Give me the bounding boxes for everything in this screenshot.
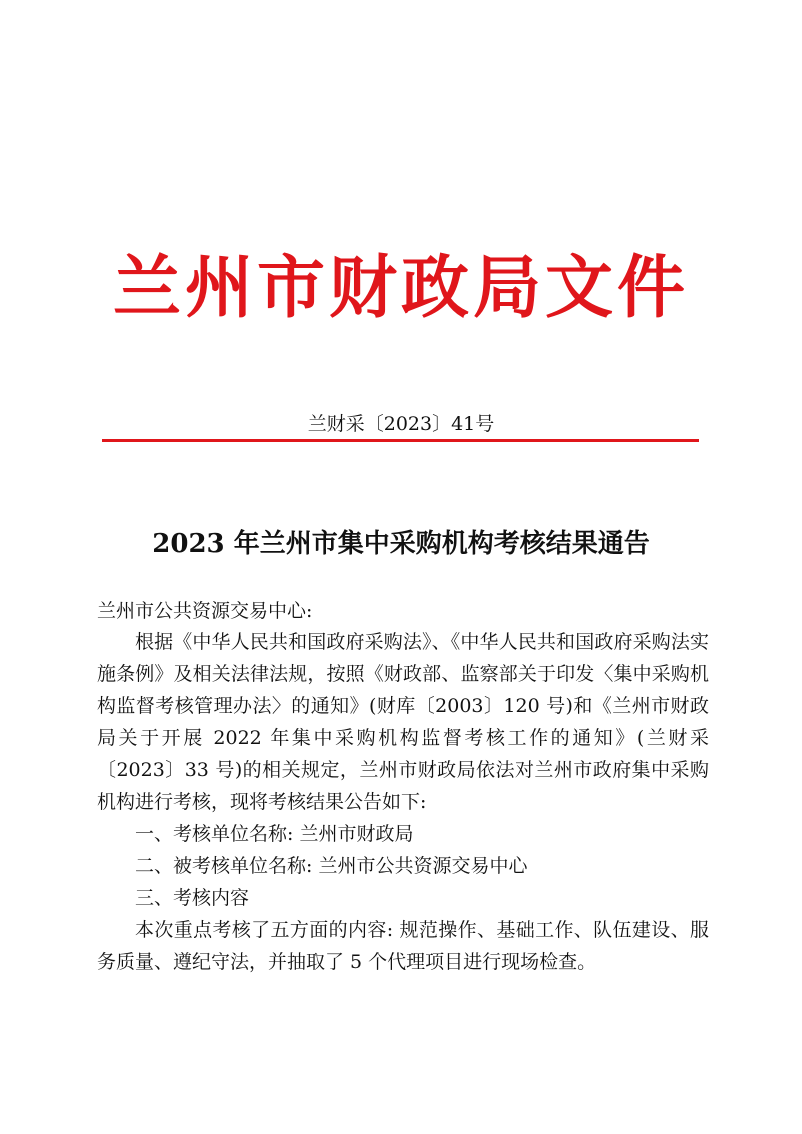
- document-body: [97, 626, 709, 978]
- header-divider-line: [102, 439, 699, 442]
- document-header-title: 兰州市财政局文件: [112, 248, 689, 328]
- body-paragraph-intro: 根据《中华人民共和国政府采购法》、《中华人民共和国政府采购法实施条例》及相关法律法规，按照《财政部、监察部关于印发〈集中采购机构监督考核管理办法〉的通知》(财库〔2003〕120 号)和《兰州市财政局关于开展 2022 年集中采购机构监督考核工作的通知》(兰财采〔2023〕33 号)的相关规定，兰州市财政局依法对兰州市政府集中采购机构进行考核，现将考核结果公告如下:: [97, 631, 709, 813]
- body-paragraph-content: 本次重点考核了五方面的内容: 规范操作、基础工作、队伍建设、服务质量、遵纪守法，并抽取了 5 个代理项目进行现场检查。: [97, 919, 709, 973]
- document-number: 兰财采〔2023〕41号: [307, 413, 495, 435]
- body-paragraph-content-heading: 三、考核内容: [135, 887, 250, 909]
- document-title: 2023 年兰州市集中采购机构考核结果通告: [152, 529, 650, 559]
- recipient-line: 兰州市公共资源交易中心:: [97, 600, 313, 622]
- body-paragraph-assessor: 一、考核单位名称: 兰州市财政局: [135, 823, 414, 845]
- body-paragraph-assessee: 二、被考核单位名称: 兰州市公共资源交易中心: [135, 855, 528, 877]
